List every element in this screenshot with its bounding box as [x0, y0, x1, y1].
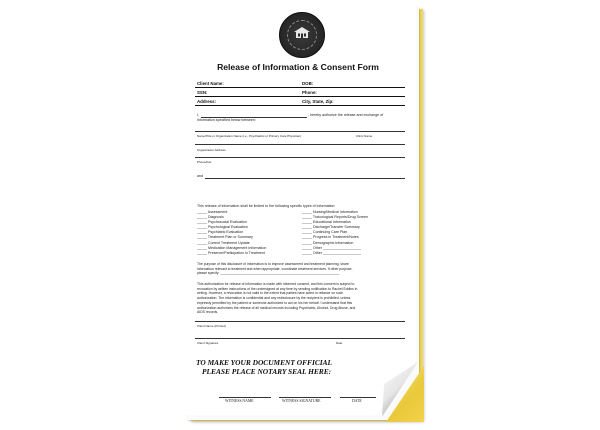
witness-date-line[interactable]	[340, 397, 376, 398]
second-party-line[interactable]	[205, 178, 405, 179]
list-item[interactable]: _____ Toxicological Reports/Drug Screen	[302, 215, 369, 220]
phone-fax-line[interactable]	[195, 157, 405, 158]
address-line[interactable]	[195, 105, 405, 106]
org-name-line[interactable]	[195, 131, 405, 132]
list-item[interactable]: _____ Continuing Care Plan	[302, 230, 348, 235]
list-item[interactable]: _____ Other ___________________	[302, 245, 361, 250]
limited-intro: This release of information shall be limited to the following specific types of information:	[197, 204, 336, 208]
client-name-printed-line[interactable]	[195, 321, 405, 322]
list-item[interactable]: _____ Medication Management Information	[197, 245, 267, 250]
list-item[interactable]: _____ Presence/Participation in Treatment	[197, 250, 265, 255]
date-label: Date	[336, 341, 343, 345]
building-icon	[294, 27, 310, 39]
city-state-zip-label: City, State, Zip:	[302, 99, 334, 104]
list-item[interactable]: _____ Assessment	[197, 210, 228, 214]
company-seal-logo	[279, 12, 325, 58]
org-name-label: Name/Title or Organization Name (i.e., Psychiatrist or Primary Care Physician)	[197, 134, 302, 138]
ssn-label: SSN:	[197, 90, 208, 95]
list-item[interactable]: _____ Progress in Treatment/Notes	[302, 235, 359, 240]
clinic-name-label: Clinic Name	[356, 134, 373, 138]
authorization-paragraph: This authorization for release of information is made with informed consent, and this consent is subject to revocation by written instructions of the undersigned at any time by sending notification to Rachel Eddins in writing. However, a revocation is not valid to the extent that parties have acted in reliance on such authorization. The information is confidential and any redisclosure by the recipient is prohibited, unless expressly permitted by the patient or someone authorized to act on his her behalf. I understand that this authorization authorizes the release of all medical records including Psychiatric, Alcohol, Drug Abuse, and AIDS records.	[197, 282, 358, 315]
phone-fax-label: Phone/Fax	[197, 160, 212, 164]
dob-label: DOB:	[302, 81, 314, 86]
notary-instruction-line2: PLEASE PLACE NOTARY SEAL HERE:	[202, 367, 332, 376]
client-name-printed-label: Client Name (Printed)	[197, 324, 226, 328]
list-item[interactable]: _____ Psychiatric Evaluation	[197, 230, 244, 235]
witness-name-label: WITNESS NAME	[225, 399, 254, 403]
list-item[interactable]: _____ Demographic Information	[302, 240, 354, 245]
phone-label: Phone:	[302, 90, 317, 95]
purpose-paragraph: The purpose of this disclosure of information is to improve assessment and treatment planning, share information relevant to treatment and when appropriate, coordinate treatment services. If other purpose, please specify: _______________________________________________________________	[197, 262, 353, 276]
authorize-suffix: , hereby authorize the release and exchange of	[308, 113, 384, 117]
org-address-label: Organization Address	[197, 148, 226, 152]
list-item[interactable]: _____ Psychological Evaluation	[197, 225, 248, 230]
witness-signature-line[interactable]	[279, 397, 331, 398]
list-item[interactable]: _____ Discharge/Transfer Summary	[302, 225, 360, 230]
list-item[interactable]: _____ Psychosocial Evaluation	[197, 220, 247, 225]
org-address-line[interactable]	[195, 144, 405, 145]
ssn-line[interactable]	[195, 96, 405, 97]
list-item[interactable]: _____ Nursing/Medical Information	[302, 210, 358, 214]
witness-date-label: DATE	[352, 399, 362, 403]
checklist-left	[197, 210, 266, 256]
list-item[interactable]: _____ Other ___________________	[302, 250, 361, 255]
form-title: Release of Information & Consent Form	[217, 62, 379, 72]
list-item[interactable]: _____ Current Treatment Update	[197, 240, 250, 245]
notary-instruction-line1: TO MAKE YOUR DOCUMENT OFFICIAL	[196, 358, 333, 367]
and-label: and	[197, 174, 203, 178]
client-signature-label: Client Signature	[197, 341, 219, 345]
client-signature-line[interactable]	[195, 338, 405, 339]
list-item[interactable]: _____ Treatment Plan or Summary	[197, 235, 253, 240]
address-label: Address:	[197, 99, 217, 104]
checklist-right	[302, 210, 368, 256]
authorize-line2: information specified below between:	[197, 118, 256, 122]
witness-name-line[interactable]	[219, 397, 271, 398]
witness-signature-label: WITNESS SIGNATURE	[282, 399, 321, 403]
client-name-label: Client Name:	[197, 81, 224, 86]
list-item[interactable]: _____ Diagnosis	[197, 215, 224, 220]
client-name-line[interactable]	[195, 87, 405, 88]
authorize-prefix: I,	[197, 113, 199, 117]
list-item[interactable]: _____ Educational Information	[302, 220, 351, 225]
